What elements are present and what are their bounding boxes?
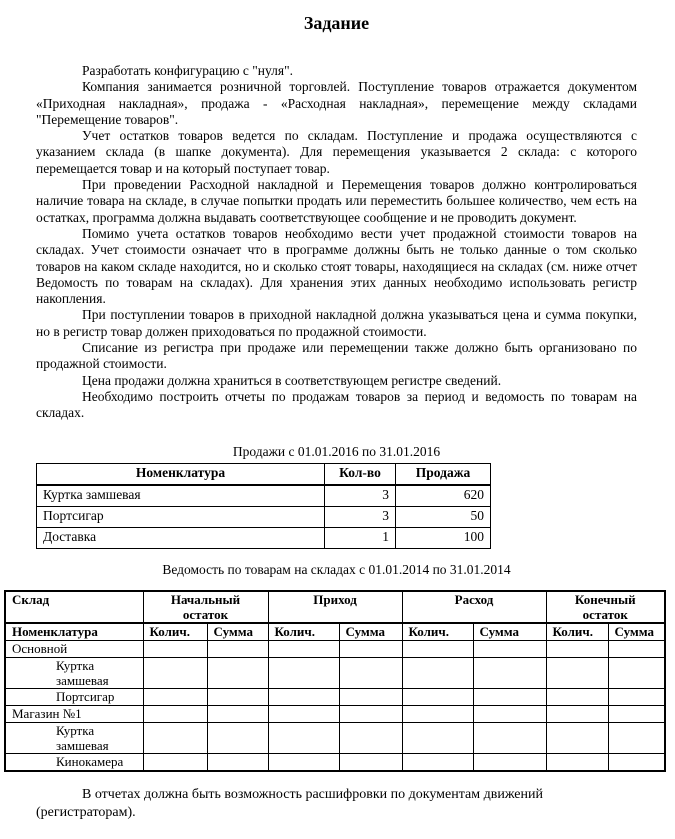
empty-cell xyxy=(143,722,207,753)
item-row xyxy=(5,753,665,771)
item-row xyxy=(5,688,665,705)
paragraph-9: Необходимо построить отчеты по продажам товаров за период и ведомость по товарам на складах. xyxy=(36,388,637,421)
empty-cell xyxy=(143,640,207,657)
sales-table-caption: Продажи с 01.01.2016 по 31.01.2016 xyxy=(232,443,441,459)
empty-cell xyxy=(268,722,339,753)
stock-group-receipt: Приход xyxy=(268,591,402,623)
empty-cell xyxy=(402,722,473,753)
nomenclature-cell: Портсигар xyxy=(37,506,325,527)
sales-column-quantity: Кол-во xyxy=(325,463,396,485)
paragraph-5: Помимо учета остатков товаров необходимо вести учет продажной стоимости товаров на складах. Учет стоимости означает что в программе должны быть не только данные о том сколько товаров на каком складе находится, но и сколько стоят товары, находящиеся на складах (см. ниже отчет Ведомость по товарам на складах). Для хранения этих данных необходимо использовать регистр накопления. xyxy=(36,225,637,307)
table-row xyxy=(37,485,491,507)
stock-subcolumn-qty: Колич. xyxy=(143,623,207,641)
empty-cell xyxy=(473,657,546,688)
paragraph-7: Списание из регистра при продаже или перемещении также должно быть организовано по продажной стоимости. xyxy=(36,340,637,372)
empty-cell xyxy=(608,722,665,753)
stock-subcolumn-sum: Сумма xyxy=(207,623,268,641)
empty-cell xyxy=(546,657,608,688)
closing-paragraph: В отчетах должна быть возможность расшифровки по документам движений (регистраторам). xyxy=(36,786,543,820)
empty-cell xyxy=(473,705,546,722)
stock-subcolumn-qty: Колич. xyxy=(268,623,339,641)
table-row xyxy=(37,527,491,548)
quantity-cell: 3 xyxy=(325,485,396,507)
stock-header-row-groups xyxy=(5,591,665,623)
empty-cell xyxy=(339,705,402,722)
empty-cell xyxy=(546,688,608,705)
stock-group-expense: Расход xyxy=(402,591,546,623)
empty-cell xyxy=(546,722,608,753)
empty-cell xyxy=(268,705,339,722)
empty-cell xyxy=(608,705,665,722)
stock-subcolumn-sum: Сумма xyxy=(339,623,402,641)
document-title: Задание xyxy=(303,13,370,33)
stock-subcolumn-qty: Колич. xyxy=(402,623,473,641)
item-row xyxy=(5,722,665,753)
empty-cell xyxy=(402,657,473,688)
empty-cell xyxy=(339,688,402,705)
empty-cell xyxy=(608,640,665,657)
sales-table xyxy=(36,463,491,549)
empty-cell xyxy=(473,688,546,705)
empty-cell xyxy=(207,657,268,688)
empty-cell xyxy=(207,640,268,657)
warehouse-row xyxy=(5,640,665,657)
empty-cell xyxy=(339,753,402,771)
empty-cell xyxy=(546,640,608,657)
nomenclature-cell: Доставка xyxy=(37,527,325,548)
stock-table xyxy=(4,590,666,772)
item-label-cell: Портсигар xyxy=(5,688,143,705)
empty-cell xyxy=(268,640,339,657)
empty-cell xyxy=(268,657,339,688)
body-text xyxy=(36,63,637,422)
quantity-cell: 1 xyxy=(325,527,396,548)
empty-cell xyxy=(143,753,207,771)
stock-subcolumn-qty: Колич. xyxy=(546,623,608,641)
empty-cell xyxy=(546,753,608,771)
empty-cell xyxy=(207,688,268,705)
empty-cell xyxy=(207,753,268,771)
empty-cell xyxy=(608,657,665,688)
empty-cell xyxy=(402,705,473,722)
item-label-cell: Куртка замшевая xyxy=(5,657,143,688)
sales-column-nomenclature: Номенклатура xyxy=(37,463,325,485)
stock-column-warehouse: Склад xyxy=(5,591,143,623)
empty-cell xyxy=(268,688,339,705)
stock-subcolumn-sum: Сумма xyxy=(608,623,665,641)
empty-cell xyxy=(207,722,268,753)
stock-column-nomenclature: Номенклатура xyxy=(5,623,143,641)
empty-cell xyxy=(402,640,473,657)
stock-table-caption: Ведомость по товарам на складах с 01.01.2014 по 31.01.2014 xyxy=(162,561,511,577)
empty-cell xyxy=(473,722,546,753)
sales-header-row xyxy=(37,463,491,485)
paragraph-8: Цена продажи должна храниться в соответствующем регистре сведений. xyxy=(82,372,502,388)
empty-cell xyxy=(402,753,473,771)
empty-cell xyxy=(608,753,665,771)
sales-cell: 50 xyxy=(396,506,491,527)
empty-cell xyxy=(473,640,546,657)
empty-cell xyxy=(143,705,207,722)
item-label-cell: Кинокамера xyxy=(5,753,143,771)
empty-cell xyxy=(608,688,665,705)
empty-cell xyxy=(143,688,207,705)
sales-column-sales: Продажа xyxy=(396,463,491,485)
stock-group-closing-balance: Конечный остаток xyxy=(546,591,665,623)
empty-cell xyxy=(339,640,402,657)
warehouse-row xyxy=(5,705,665,722)
empty-cell xyxy=(546,705,608,722)
paragraph-1: Разработать конфигурацию с "нуля". xyxy=(82,63,294,78)
empty-cell xyxy=(339,722,402,753)
stock-group-opening-balance: Начальный остаток xyxy=(143,591,268,623)
item-label-cell: Куртка замшевая xyxy=(5,722,143,753)
empty-cell xyxy=(473,753,546,771)
sales-cell: 620 xyxy=(396,485,491,507)
empty-cell xyxy=(207,705,268,722)
empty-cell xyxy=(268,753,339,771)
warehouse-label-cell: Магазин №1 xyxy=(5,705,143,722)
stock-subcolumn-sum: Сумма xyxy=(473,623,546,641)
nomenclature-cell: Куртка замшевая xyxy=(37,485,325,507)
paragraph-6: При поступлении товаров в приходной накладной должна указываться цена и сумма покупки, но в регистр товар должен приходоваться по продажной стоимости. xyxy=(36,307,637,339)
empty-cell xyxy=(402,688,473,705)
table-row xyxy=(37,506,491,527)
sales-cell: 100 xyxy=(396,527,491,548)
item-row xyxy=(5,657,665,688)
empty-cell xyxy=(339,657,402,688)
paragraph-4: При проведении Расходной накладной и Перемещения товаров должно контролироваться наличие товара на складе, в случае попытки продать или переместить большее количество, чем есть на остатках, программа должна выдавать соответствующее сообщение и не проводить документ. xyxy=(36,177,637,225)
paragraph-3: Учет остатков товаров ведется по складам. Поступление и продажа осуществляются с указанием склада (в шапке документа). Для перемещения указывается 2 склада: с которого перемещается товар и на который поступает товар. xyxy=(36,128,637,176)
warehouse-label-cell: Основной xyxy=(5,640,143,657)
paragraph-2: Компания занимается розничной торговлей. Поступление товаров отражается документом «Приходная накладная», продажа - «Расходная накладная», перемещение между складами "Перемещение товаров". xyxy=(36,79,637,127)
quantity-cell: 3 xyxy=(325,506,396,527)
stock-header-row-subcolumns xyxy=(5,623,665,641)
empty-cell xyxy=(143,657,207,688)
